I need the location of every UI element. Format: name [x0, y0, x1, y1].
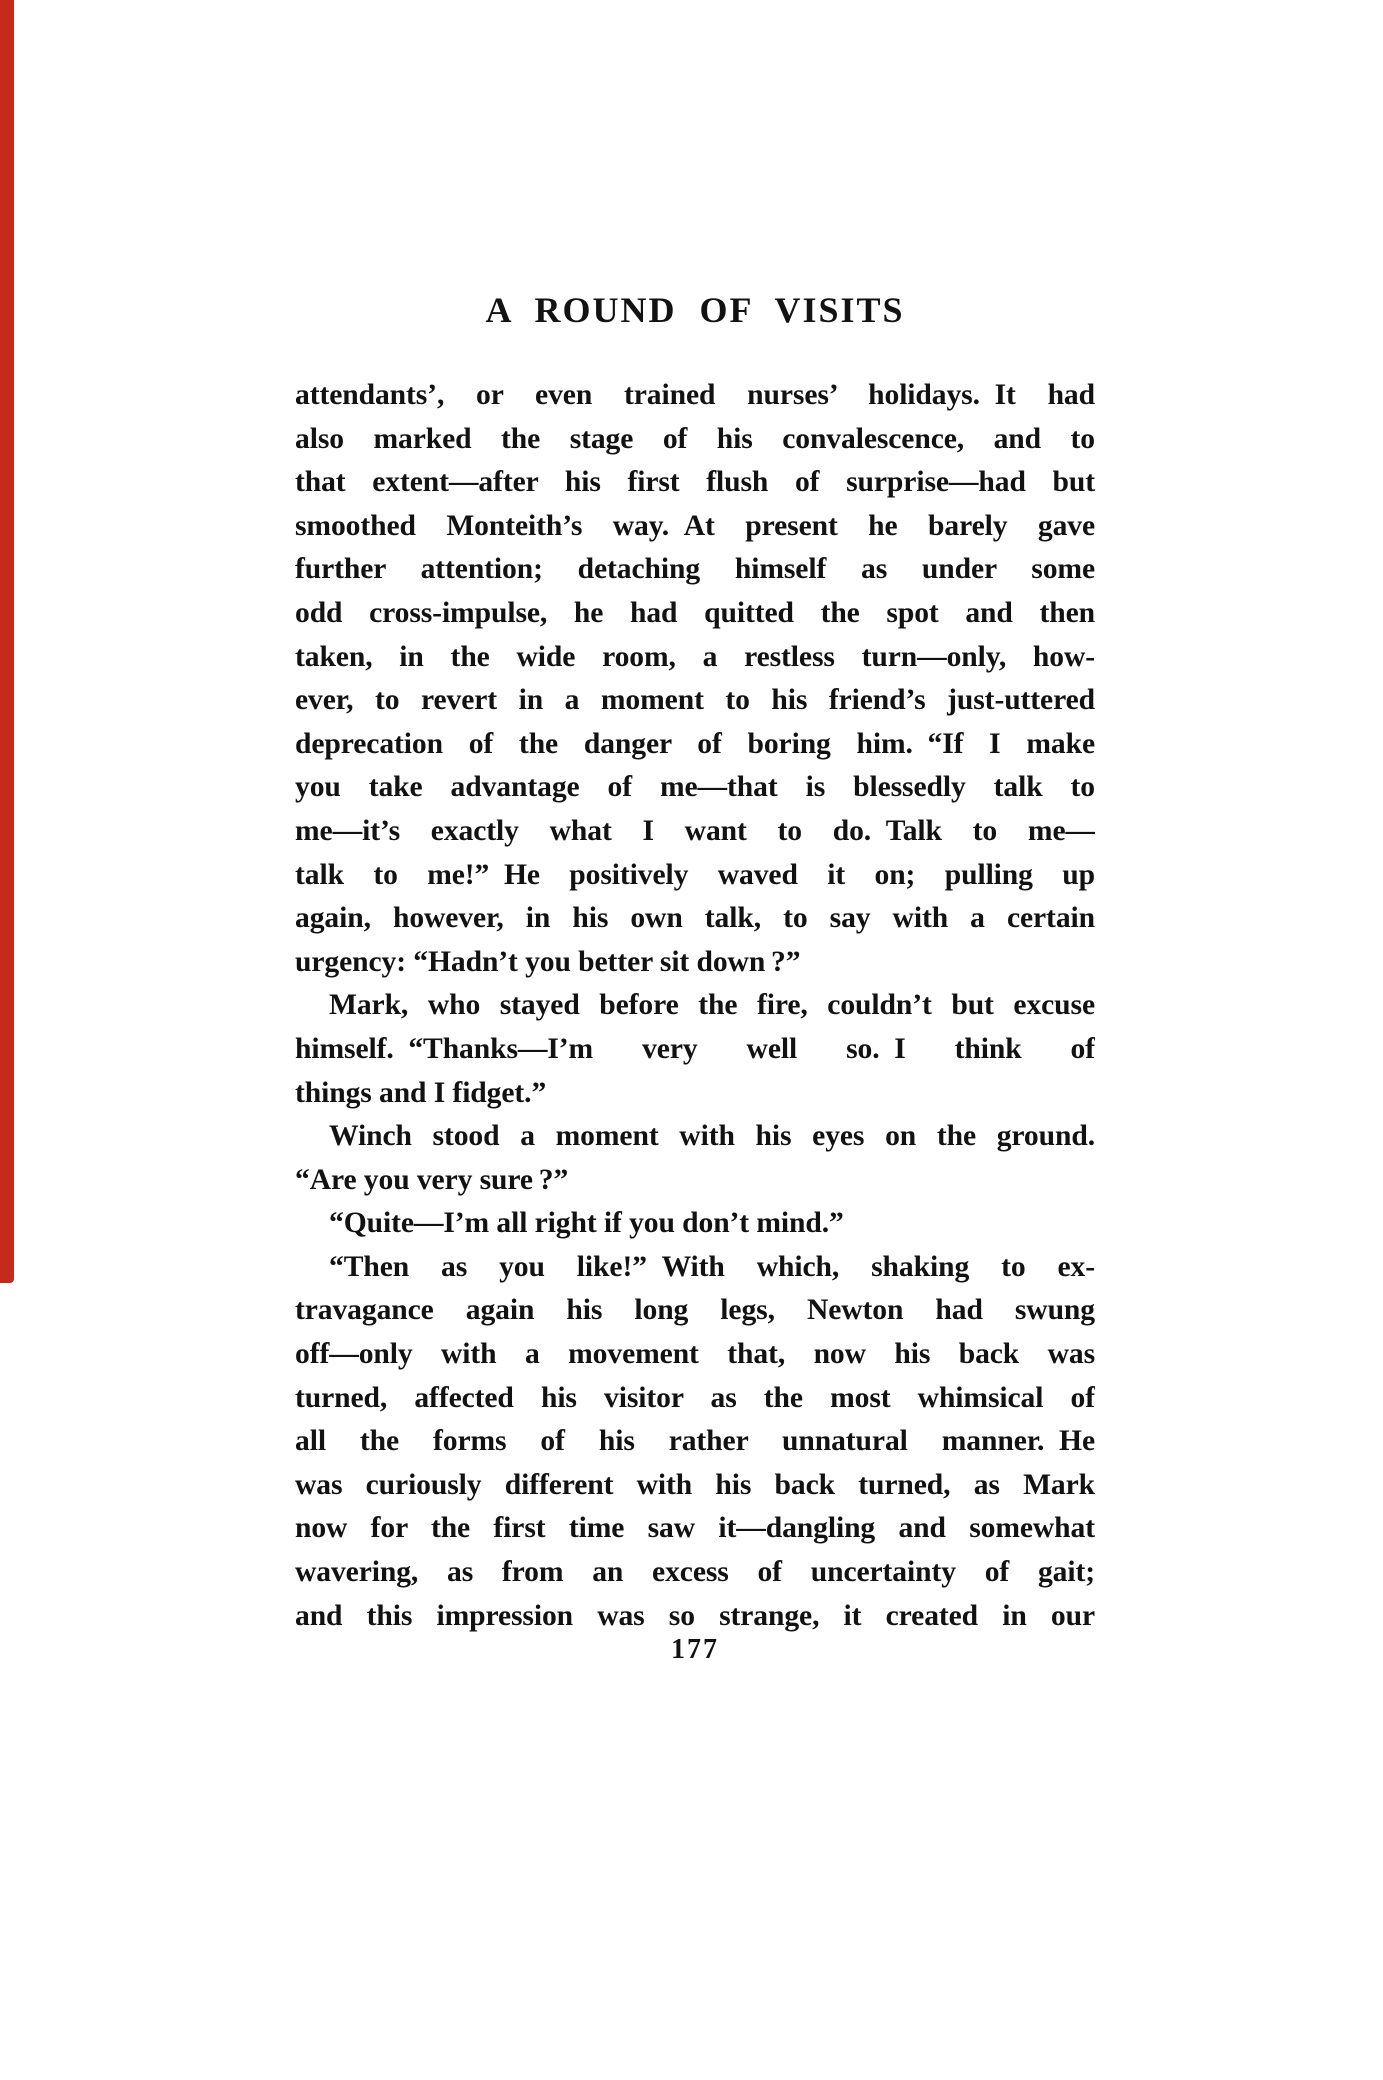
book-edge-strip: [0, 0, 14, 1283]
text-line: things and I fidget.”: [295, 1076, 547, 1109]
text-line: ever, to revert in a moment to his friend’s just-uttered: [295, 684, 1095, 717]
text-line: again, however, in his own talk, to say with a certain: [295, 902, 1095, 935]
text-line: smoothed Monteith’s way. At present he barely gave: [295, 509, 1095, 542]
text-line: further attention; detaching himself as under some: [295, 553, 1095, 586]
text-line: you take advantage of me—that is blessedly talk to: [295, 771, 1095, 804]
text-line: also marked the stage of his convalescence, and to: [295, 422, 1095, 455]
text-line: “Quite—I’m all right if you don’t mind.”: [329, 1207, 844, 1240]
text-line: Winch stood a moment with his eyes on the ground.: [329, 1120, 1095, 1153]
text-line: off—only with a movement that, now his back was: [295, 1338, 1095, 1371]
text-line: himself. “Thanks—I’m very well so. I think of: [295, 1032, 1095, 1065]
page-title: A ROUND OF VISITS: [485, 290, 905, 330]
text-line: all the forms of his rather unnatural manner. He: [295, 1425, 1095, 1458]
text-line: and this impression was so strange, it created in our: [295, 1599, 1095, 1632]
text-line: “Then as you like!” With which, shaking to ex-: [329, 1250, 1095, 1283]
text-line: urgency: “Hadn’t you better sit down ?”: [295, 945, 801, 978]
text-line: was curiously different with his back turned, as Mark: [295, 1468, 1095, 1501]
text-line: wavering, as from an excess of uncertainty of gait;: [295, 1556, 1095, 1589]
text-line: taken, in the wide room, a restless turn—only, how-: [295, 640, 1095, 673]
text-line: attendants’, or even trained nurses’ holidays. It had: [295, 379, 1095, 411]
text-line: now for the first time saw it—dangling and somewhat: [295, 1512, 1095, 1545]
text-line: deprecation of the danger of boring him. “If I make: [295, 727, 1095, 760]
text-line: talk to me!” He positively waved it on; pulling up: [295, 858, 1095, 891]
page-number: 177: [671, 1634, 719, 1665]
text-line: Mark, who stayed before the fire, couldn’t but excuse: [329, 989, 1095, 1022]
text-line: odd cross-impulse, he had quitted the spot and then: [295, 596, 1095, 629]
text-line: turned, affected his visitor as the most whimsical of: [295, 1381, 1095, 1414]
text-line: me—it’s exactly what I want to do. Talk to me—: [295, 814, 1095, 847]
text-line: “Are you very sure ?”: [295, 1163, 569, 1196]
page-text: [295, 374, 1095, 1638]
text-line: that extent—after his first flush of surprise—had but: [295, 466, 1095, 499]
text-line: travagance again his long legs, Newton had swung: [295, 1294, 1095, 1327]
